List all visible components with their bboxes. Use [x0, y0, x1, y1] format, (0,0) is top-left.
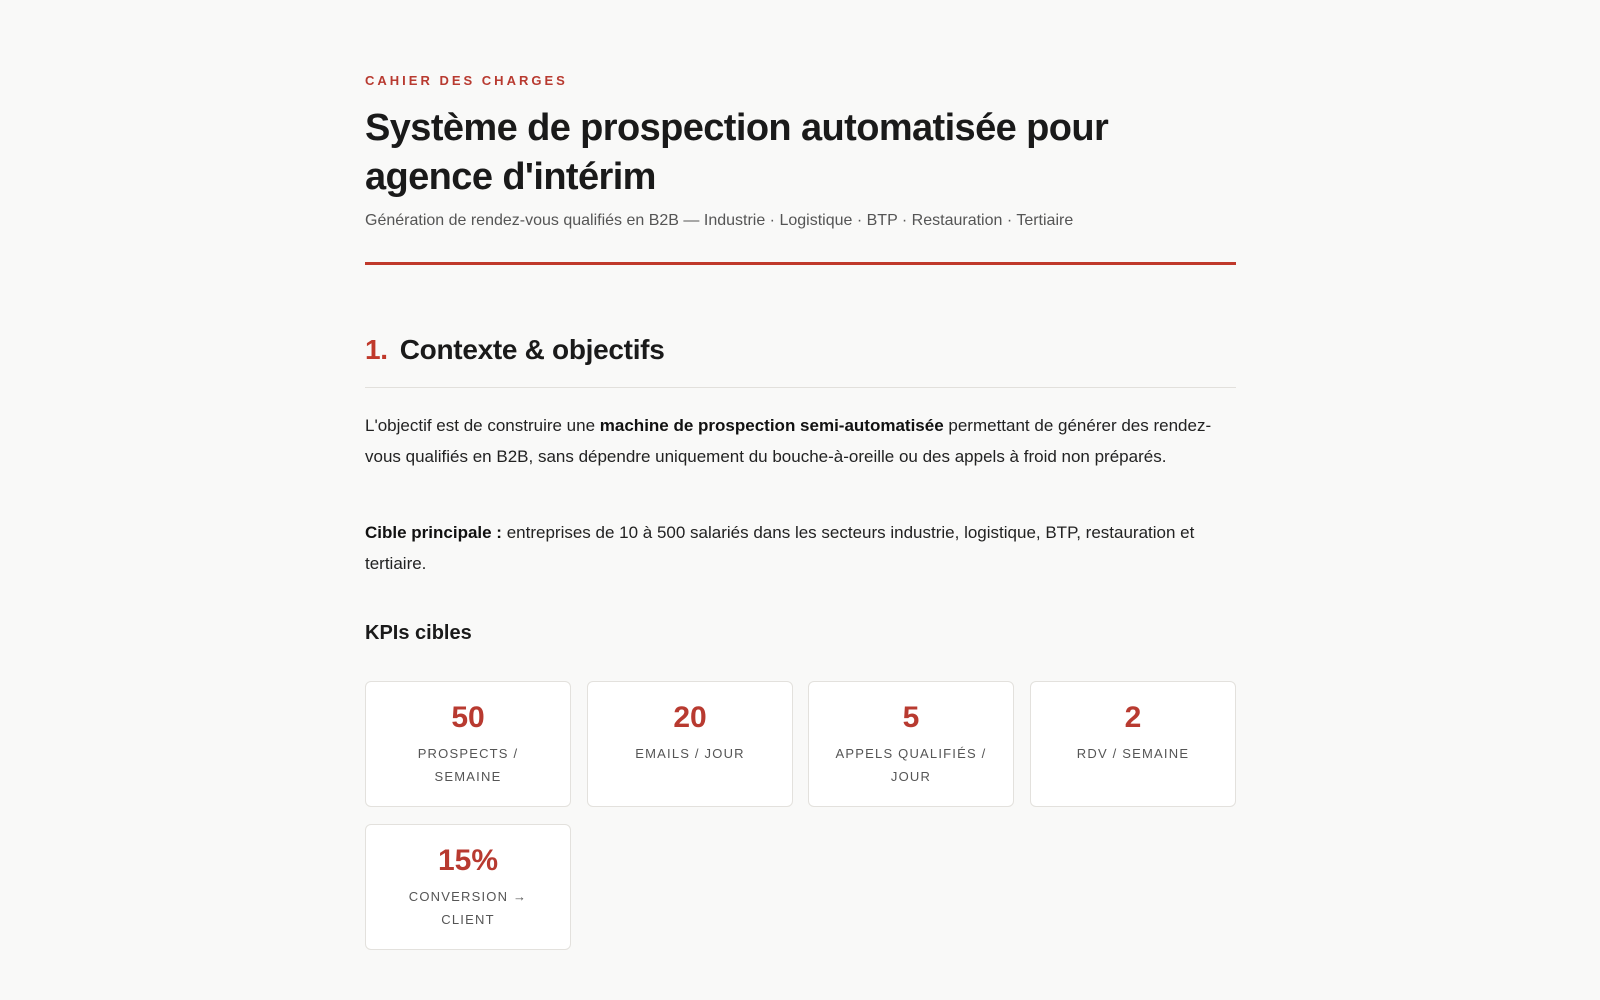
section-title: Contexte & objectifs	[399, 334, 665, 365]
section-number: 1.	[365, 334, 388, 365]
document-eyebrow: CAHIER DES CHARGES	[365, 73, 568, 88]
kpi-card-meetings	[1030, 681, 1236, 807]
document-title: Système de prospection automatisée pour agence d'intérim	[365, 107, 1109, 198]
paragraph-emphasis: machine de prospection semi-automatisée	[599, 416, 944, 435]
kpi-card-conversion	[365, 824, 571, 950]
document-subtitle: Génération de rendez-vous qualifiés en B2B — Industrie · Logistique · BTP · Restauration · Tertiaire	[365, 212, 1074, 229]
paragraph-text: permettant de générer des rendez-vous qualifiés en B2B, sans dépendre uniquement du bouche-à-oreille ou des appels à froid non préparés.	[365, 416, 1212, 466]
kpi-label: RDV / SEMAINE	[1076, 746, 1190, 761]
kpi-value: 50	[451, 701, 485, 734]
kpi-value: 20	[673, 701, 707, 734]
target-paragraph	[365, 518, 1236, 579]
kpi-value: 5	[902, 701, 920, 734]
section-heading	[365, 334, 664, 366]
section-divider	[365, 387, 1236, 388]
kpi-value: 15%	[437, 844, 499, 877]
kpis-heading: KPIs cibles	[365, 622, 472, 644]
kpi-label: APPELS QUALIFIÉS / JOUR	[835, 746, 987, 784]
kpi-label: PROSPECTS / SEMAINE	[417, 746, 519, 784]
kpi-value: 2	[1124, 701, 1142, 734]
context-paragraph	[365, 411, 1236, 472]
header-divider	[365, 262, 1236, 265]
kpi-card-prospects	[365, 681, 571, 807]
kpi-card-calls	[808, 681, 1014, 807]
target-text: entreprises de 10 à 500 salariés dans les secteurs industrie, logistique, BTP, restauration et tertiaire.	[365, 523, 1195, 573]
target-label: Cible principale :	[365, 523, 502, 542]
kpi-label: EMAILS / JOUR	[635, 746, 745, 761]
kpi-label: CONVERSION → CLIENT	[408, 889, 528, 927]
kpi-card-emails	[587, 681, 793, 807]
paragraph-text: L'objectif est de construire une	[365, 416, 600, 435]
